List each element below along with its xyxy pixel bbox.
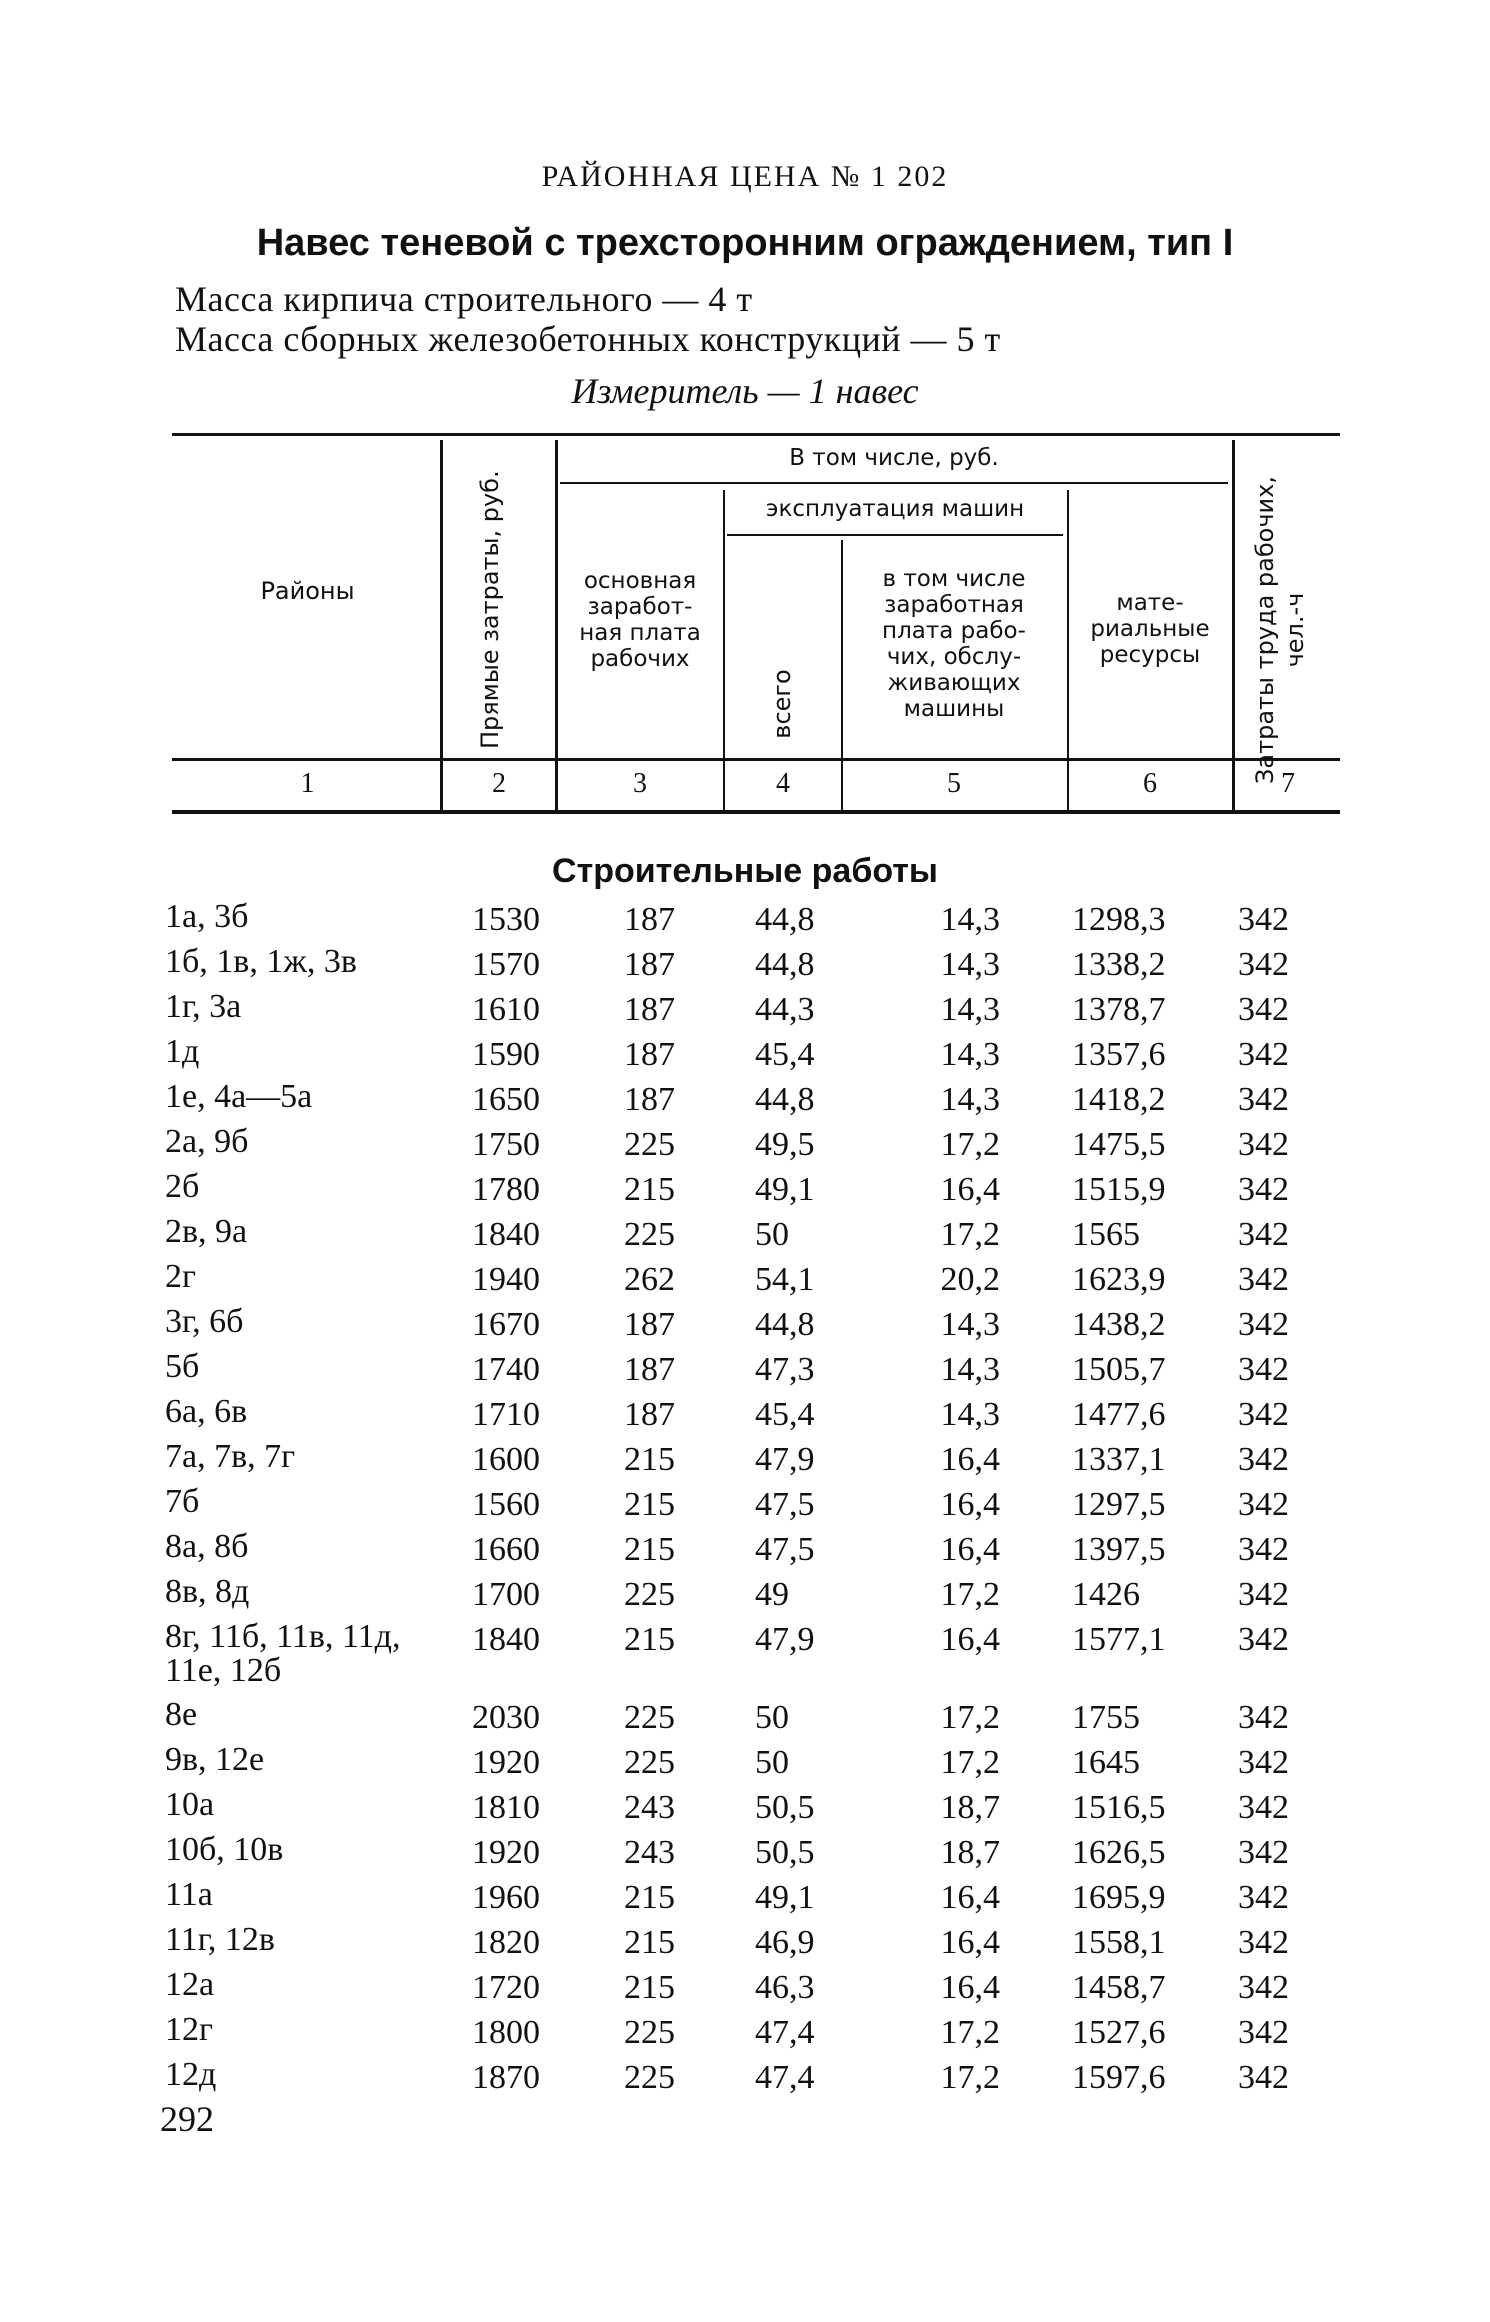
cell-labor: 342 bbox=[1238, 1216, 1289, 1253]
page-number: 292 bbox=[160, 2099, 214, 2139]
cell-machine-total: 50,5 bbox=[755, 1789, 815, 1826]
cell-base-wage: 215 bbox=[624, 1879, 675, 1916]
cell-machine-total: 50,5 bbox=[755, 1834, 815, 1871]
cell-materials: 1527,6 bbox=[1072, 2014, 1166, 2051]
cell-region: 7б bbox=[165, 1483, 200, 1520]
cell-materials: 1623,9 bbox=[1072, 1261, 1166, 1298]
cell-base-wage: 187 bbox=[624, 901, 675, 938]
column-divider bbox=[723, 490, 725, 812]
cell-machine-wage: 17,2 bbox=[940, 1744, 1000, 1781]
cell-machine-wage: 16,4 bbox=[940, 1969, 1000, 2006]
cell-materials: 1475,5 bbox=[1072, 1126, 1166, 1163]
cell-base-wage: 187 bbox=[624, 1396, 675, 1433]
cell-region: 9в, 12е bbox=[165, 1741, 265, 1778]
cell-labor: 342 bbox=[1238, 946, 1289, 983]
cell-direct-costs: 1670 bbox=[472, 1306, 540, 1343]
cell-machine-total: 49,5 bbox=[755, 1126, 815, 1163]
header-including: В том числе, руб. bbox=[789, 445, 999, 471]
column-numbers-rule bbox=[172, 810, 1340, 814]
including-rule bbox=[560, 482, 1228, 484]
cell-labor: 342 bbox=[1238, 1969, 1289, 2006]
table-row bbox=[0, 1923, 1490, 1968]
cell-machine-total: 44,8 bbox=[755, 946, 815, 983]
cell-labor: 342 bbox=[1238, 1081, 1289, 1118]
cell-machine-total: 44,8 bbox=[755, 1081, 815, 1118]
cell-direct-costs: 1660 bbox=[472, 1531, 540, 1568]
cell-labor: 342 bbox=[1238, 1306, 1289, 1343]
cell-labor: 342 bbox=[1238, 1879, 1289, 1916]
cell-materials: 1426 bbox=[1072, 1576, 1140, 1613]
cell-machine-wage: 17,2 bbox=[940, 2059, 1000, 2096]
cell-machine-wage: 16,4 bbox=[940, 1879, 1000, 1916]
cell-labor: 342 bbox=[1238, 1834, 1289, 1871]
cell-machine-wage: 17,2 bbox=[940, 1699, 1000, 1736]
table-row bbox=[0, 1350, 1490, 1395]
cell-direct-costs: 1720 bbox=[472, 1969, 540, 2006]
table-row bbox=[0, 1575, 1490, 1620]
cell-machine-total: 49 bbox=[755, 1576, 789, 1613]
cell-region: 11а bbox=[165, 1876, 213, 1913]
cell-machine-wage: 17,2 bbox=[940, 1126, 1000, 1163]
cell-base-wage: 225 bbox=[624, 1699, 675, 1736]
cell-labor: 342 bbox=[1238, 1036, 1289, 1073]
cell-base-wage: 215 bbox=[624, 1621, 675, 1658]
cell-region: 1г, 3а bbox=[165, 988, 242, 1025]
cell-materials: 1645 bbox=[1072, 1744, 1140, 1781]
table-row bbox=[0, 1170, 1490, 1215]
table-row bbox=[0, 1215, 1490, 1260]
cell-machine-total: 50 bbox=[755, 1216, 789, 1253]
table-row bbox=[0, 1035, 1490, 1080]
cell-materials: 1626,5 bbox=[1072, 1834, 1166, 1871]
cell-machine-wage: 16,4 bbox=[940, 1441, 1000, 1478]
cell-region: 8а, 8б bbox=[165, 1528, 249, 1565]
cell-labor: 342 bbox=[1238, 901, 1289, 938]
cell-machine-total: 49,1 bbox=[755, 1171, 815, 1208]
column-number: 5 bbox=[947, 768, 961, 799]
cell-region: 2б bbox=[165, 1168, 200, 1205]
cell-direct-costs: 1810 bbox=[472, 1789, 540, 1826]
cell-region: 6а, 6в bbox=[165, 1393, 248, 1430]
cell-base-wage: 215 bbox=[624, 1531, 675, 1568]
cell-materials: 1505,7 bbox=[1072, 1351, 1166, 1388]
column-divider bbox=[1232, 440, 1235, 812]
mass-concrete: Масса сборных железобетонных конструкций — 5 т bbox=[175, 319, 1001, 359]
cell-machine-wage: 16,4 bbox=[940, 1531, 1000, 1568]
cell-base-wage: 225 bbox=[624, 2059, 675, 2096]
header-direct-costs: Прямые затраты, руб. bbox=[476, 470, 504, 749]
cell-machine-wage: 14,3 bbox=[940, 1306, 1000, 1343]
cell-region: 1е, 4а—5а bbox=[165, 1078, 313, 1115]
cell-labor: 342 bbox=[1238, 1351, 1289, 1388]
cell-labor: 342 bbox=[1238, 1621, 1289, 1658]
cell-base-wage: 215 bbox=[624, 1171, 675, 1208]
cell-materials: 1565 bbox=[1072, 1216, 1140, 1253]
cell-base-wage: 187 bbox=[624, 1306, 675, 1343]
cell-materials: 1558,1 bbox=[1072, 1924, 1166, 1961]
header-regions: Районы bbox=[260, 577, 355, 605]
cell-direct-costs: 1750 bbox=[472, 1126, 540, 1163]
cell-base-wage: 225 bbox=[624, 1216, 675, 1253]
cell-direct-costs: 1870 bbox=[472, 2059, 540, 2096]
cell-base-wage: 187 bbox=[624, 1081, 675, 1118]
cell-labor: 342 bbox=[1238, 1924, 1289, 1961]
column-number: 4 bbox=[776, 768, 790, 799]
column-divider bbox=[841, 540, 843, 812]
cell-direct-costs: 2030 bbox=[472, 1699, 540, 1736]
cell-base-wage: 187 bbox=[624, 1036, 675, 1073]
cell-labor: 342 bbox=[1238, 1396, 1289, 1433]
cell-direct-costs: 1560 bbox=[472, 1486, 540, 1523]
cell-labor: 342 bbox=[1238, 1486, 1289, 1523]
cell-region: 2г bbox=[165, 1258, 196, 1295]
table-row bbox=[0, 1260, 1490, 1305]
table-row bbox=[0, 1698, 1490, 1743]
cell-machine-wage: 17,2 bbox=[940, 1576, 1000, 1613]
cell-base-wage: 225 bbox=[624, 1126, 675, 1163]
top-rule bbox=[172, 433, 1340, 436]
machine-rule bbox=[727, 534, 1063, 536]
cell-machine-wage: 18,7 bbox=[940, 1789, 1000, 1826]
cell-materials: 1418,2 bbox=[1072, 1081, 1166, 1118]
table-row bbox=[0, 2013, 1490, 2058]
cell-machine-total: 47,4 bbox=[755, 2014, 815, 2051]
cell-labor: 342 bbox=[1238, 1126, 1289, 1163]
cell-labor: 342 bbox=[1238, 2059, 1289, 2096]
cell-direct-costs: 1650 bbox=[472, 1081, 540, 1118]
cell-materials: 1397,5 bbox=[1072, 1531, 1166, 1568]
cell-direct-costs: 1840 bbox=[472, 1621, 540, 1658]
cell-machine-total: 47,5 bbox=[755, 1486, 815, 1523]
cell-machine-wage: 18,7 bbox=[940, 1834, 1000, 1871]
table-row bbox=[0, 1620, 1490, 1698]
cell-region: 3г, 6б bbox=[165, 1303, 244, 1340]
table-row bbox=[0, 2058, 1490, 2103]
cell-materials: 1438,2 bbox=[1072, 1306, 1166, 1343]
cell-region: 7а, 7в, 7г bbox=[165, 1438, 296, 1475]
cell-materials: 1298,3 bbox=[1072, 901, 1166, 938]
column-number: 2 bbox=[492, 768, 506, 799]
cell-machine-total: 44,8 bbox=[755, 901, 815, 938]
cell-machine-wage: 16,4 bbox=[940, 1924, 1000, 1961]
column-number: 3 bbox=[633, 768, 647, 799]
cell-machine-total: 44,3 bbox=[755, 991, 815, 1028]
table-row bbox=[0, 1743, 1490, 1788]
cell-machine-total: 44,8 bbox=[755, 1306, 815, 1343]
cell-region: 8в, 8д bbox=[165, 1573, 250, 1610]
cell-region: 10а bbox=[165, 1786, 215, 1823]
header-machine-wage: в том числе заработная плата рабо- чих, обслу- живающих машины bbox=[882, 566, 1026, 722]
header-machine-operation: эксплуатация машин bbox=[765, 496, 1025, 522]
cell-materials: 1378,7 bbox=[1072, 991, 1166, 1028]
cell-base-wage: 225 bbox=[624, 1744, 675, 1781]
cell-region: 1б, 1в, 1ж, 3в bbox=[165, 943, 357, 980]
cell-materials: 1516,5 bbox=[1072, 1789, 1166, 1826]
cell-machine-wage: 14,3 bbox=[940, 1081, 1000, 1118]
cell-base-wage: 225 bbox=[624, 2014, 675, 2051]
column-number: 1 bbox=[300, 768, 315, 799]
cell-machine-total: 49,1 bbox=[755, 1879, 815, 1916]
table-body bbox=[0, 900, 1490, 2103]
cell-machine-total: 45,4 bbox=[755, 1036, 815, 1073]
cell-machine-total: 47,3 bbox=[755, 1351, 815, 1388]
column-divider bbox=[555, 440, 558, 812]
cell-region: 1а, 3б bbox=[165, 898, 249, 935]
header-base-wage: основная заработ- ная плата рабочих bbox=[579, 568, 701, 672]
cell-base-wage: 225 bbox=[624, 1576, 675, 1613]
cell-direct-costs: 1780 bbox=[472, 1171, 540, 1208]
mass-brick: Масса кирпича строительного — 4 т bbox=[175, 279, 753, 319]
cell-machine-wage: 14,3 bbox=[940, 1351, 1000, 1388]
cell-labor: 342 bbox=[1238, 1261, 1289, 1298]
table-row bbox=[0, 1305, 1490, 1350]
cell-materials: 1515,9 bbox=[1072, 1171, 1166, 1208]
cell-region: 1д bbox=[165, 1033, 200, 1070]
cell-labor: 342 bbox=[1238, 1441, 1289, 1478]
cell-direct-costs: 1740 bbox=[472, 1351, 540, 1388]
cell-materials: 1755 bbox=[1072, 1699, 1140, 1736]
cell-base-wage: 215 bbox=[624, 1486, 675, 1523]
column-number: 7 bbox=[1281, 768, 1295, 799]
table-row bbox=[0, 1485, 1490, 1530]
cell-labor: 342 bbox=[1238, 1789, 1289, 1826]
table-row bbox=[0, 1395, 1490, 1440]
cell-machine-wage: 20,2 bbox=[940, 1261, 1000, 1298]
cell-direct-costs: 1920 bbox=[472, 1744, 540, 1781]
cell-direct-costs: 1570 bbox=[472, 946, 540, 983]
cell-direct-costs: 1840 bbox=[472, 1216, 540, 1253]
cell-machine-total: 47,9 bbox=[755, 1621, 815, 1658]
table-row bbox=[0, 990, 1490, 1035]
column-divider bbox=[1067, 490, 1069, 812]
cell-labor: 342 bbox=[1238, 991, 1289, 1028]
cell-materials: 1597,6 bbox=[1072, 2059, 1166, 2096]
cell-region: 2в, 9а bbox=[165, 1213, 248, 1250]
table-row bbox=[0, 945, 1490, 990]
cell-region: 12г bbox=[165, 2011, 213, 2048]
cell-machine-total: 50 bbox=[755, 1699, 789, 1736]
header-rule bbox=[172, 758, 1340, 761]
cell-labor: 342 bbox=[1238, 1699, 1289, 1736]
table-row bbox=[0, 1125, 1490, 1170]
table-row bbox=[0, 1833, 1490, 1878]
cell-materials: 1357,6 bbox=[1072, 1036, 1166, 1073]
cell-region: 8г, 11б, 11в, 11д, 11е, 12б bbox=[165, 1618, 401, 1689]
cell-machine-wage: 16,4 bbox=[940, 1171, 1000, 1208]
cell-machine-total: 45,4 bbox=[755, 1396, 815, 1433]
cell-direct-costs: 1600 bbox=[472, 1441, 540, 1478]
table-row bbox=[0, 1080, 1490, 1125]
cell-direct-costs: 1610 bbox=[472, 991, 540, 1028]
cell-machine-wage: 14,3 bbox=[940, 946, 1000, 983]
cell-direct-costs: 1710 bbox=[472, 1396, 540, 1433]
table-row bbox=[0, 1530, 1490, 1575]
cell-base-wage: 262 bbox=[624, 1261, 675, 1298]
cell-materials: 1695,9 bbox=[1072, 1879, 1166, 1916]
cell-machine-total: 47,4 bbox=[755, 2059, 815, 2096]
cell-machine-wage: 14,3 bbox=[940, 1396, 1000, 1433]
cell-direct-costs: 1590 bbox=[472, 1036, 540, 1073]
section-title: Строительные работы bbox=[552, 852, 938, 890]
running-head: РАЙОННАЯ ЦЕНА № 1 202 bbox=[541, 160, 949, 193]
cell-materials: 1297,5 bbox=[1072, 1486, 1166, 1523]
cell-materials: 1577,1 bbox=[1072, 1621, 1166, 1658]
cell-region: 11г, 12в bbox=[165, 1921, 275, 1958]
cell-direct-costs: 1820 bbox=[472, 1924, 540, 1961]
table-row bbox=[0, 1440, 1490, 1485]
cell-base-wage: 215 bbox=[624, 1969, 675, 2006]
table-row bbox=[0, 1968, 1490, 2013]
cell-base-wage: 187 bbox=[624, 946, 675, 983]
cell-machine-wage: 14,3 bbox=[940, 901, 1000, 938]
cell-machine-wage: 14,3 bbox=[940, 1036, 1000, 1073]
cell-region: 5б bbox=[165, 1348, 200, 1385]
cell-machine-wage: 16,4 bbox=[940, 1621, 1000, 1658]
cell-labor: 342 bbox=[1238, 1744, 1289, 1781]
cell-labor: 342 bbox=[1238, 1531, 1289, 1568]
cell-materials: 1338,2 bbox=[1072, 946, 1166, 983]
cell-direct-costs: 1920 bbox=[472, 1834, 540, 1871]
table-row bbox=[0, 900, 1490, 945]
cell-base-wage: 187 bbox=[624, 991, 675, 1028]
cell-machine-total: 47,5 bbox=[755, 1531, 815, 1568]
cell-direct-costs: 1700 bbox=[472, 1576, 540, 1613]
header-materials: мате- риальные ресурсы bbox=[1090, 590, 1210, 668]
cell-machine-total: 46,9 bbox=[755, 1924, 815, 1961]
cell-direct-costs: 1530 bbox=[472, 901, 540, 938]
cell-materials: 1477,6 bbox=[1072, 1396, 1166, 1433]
cell-base-wage: 187 bbox=[624, 1351, 675, 1388]
cell-labor: 342 bbox=[1238, 1576, 1289, 1613]
cell-machine-total: 54,1 bbox=[755, 1261, 815, 1298]
cell-base-wage: 215 bbox=[624, 1924, 675, 1961]
header-machine-total: всего bbox=[768, 669, 796, 739]
header-labor: Затраты труда рабочих, чел.-ч bbox=[1251, 476, 1309, 784]
cell-machine-total: 46,3 bbox=[755, 1969, 815, 2006]
cell-machine-total: 47,9 bbox=[755, 1441, 815, 1478]
cell-region: 8е bbox=[165, 1696, 198, 1733]
cell-machine-total: 50 bbox=[755, 1744, 789, 1781]
cell-region: 12д bbox=[165, 2056, 217, 2093]
cell-machine-wage: 17,2 bbox=[940, 1216, 1000, 1253]
cell-base-wage: 243 bbox=[624, 1789, 675, 1826]
cell-base-wage: 215 bbox=[624, 1441, 675, 1478]
cell-region: 2а, 9б bbox=[165, 1123, 249, 1160]
cell-direct-costs: 1940 bbox=[472, 1261, 540, 1298]
cell-machine-wage: 16,4 bbox=[940, 1486, 1000, 1523]
cell-direct-costs: 1960 bbox=[472, 1879, 540, 1916]
table-row bbox=[0, 1878, 1490, 1923]
cell-region: 12а bbox=[165, 1966, 215, 2003]
cell-direct-costs: 1800 bbox=[472, 2014, 540, 2051]
cell-machine-wage: 14,3 bbox=[940, 991, 1000, 1028]
table-row bbox=[0, 1788, 1490, 1833]
cell-materials: 1458,7 bbox=[1072, 1969, 1166, 2006]
cell-region: 10б, 10в bbox=[165, 1831, 284, 1868]
cell-machine-wage: 17,2 bbox=[940, 2014, 1000, 2051]
cell-labor: 342 bbox=[1238, 2014, 1289, 2051]
column-number: 6 bbox=[1143, 768, 1157, 799]
column-divider bbox=[440, 440, 443, 812]
page-title: Навес теневой с трехсторонним ограждением, тип I bbox=[256, 222, 1234, 264]
cell-base-wage: 243 bbox=[624, 1834, 675, 1871]
cell-materials: 1337,1 bbox=[1072, 1441, 1166, 1478]
measure-unit: Измеритель — 1 навес bbox=[571, 371, 919, 411]
cell-labor: 342 bbox=[1238, 1171, 1289, 1208]
